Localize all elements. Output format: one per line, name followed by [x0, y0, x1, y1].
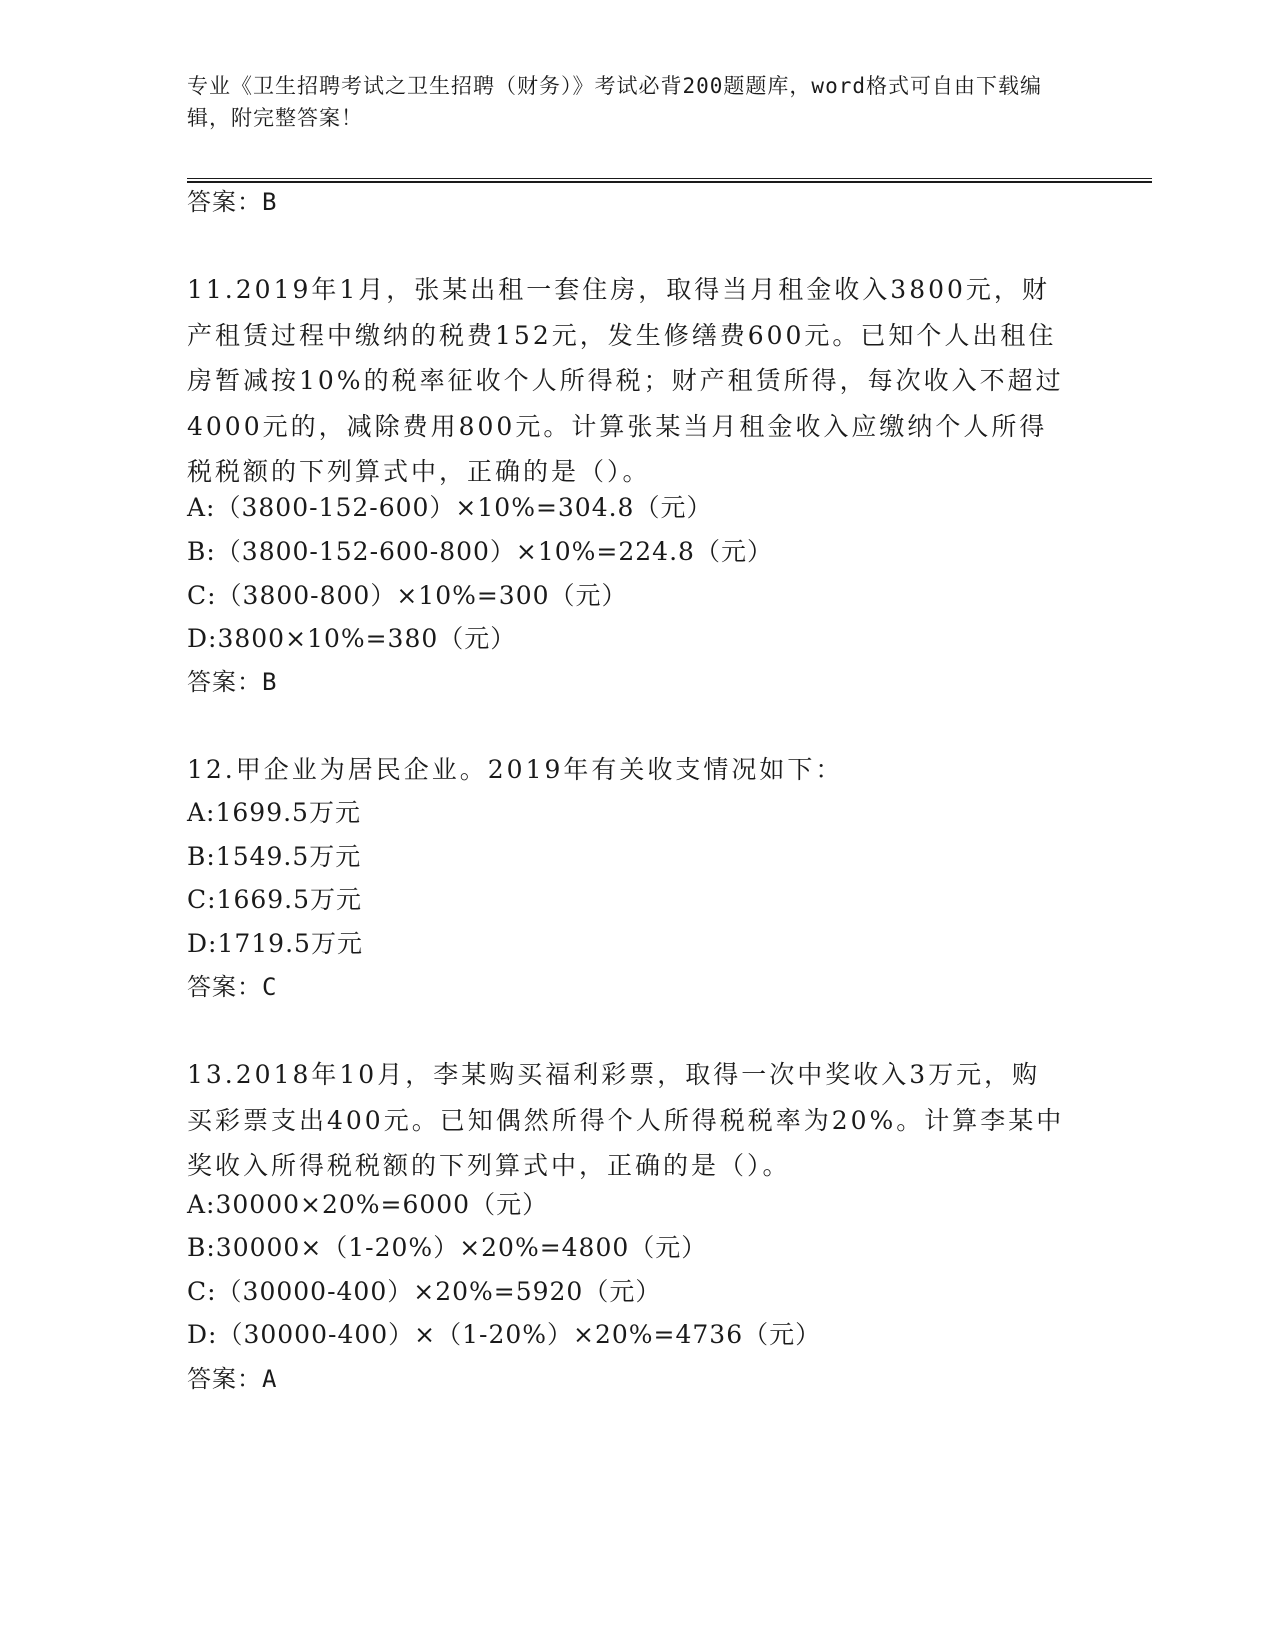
- question-13-option-b: B:30000×（1-20%）×20%=4800（元）: [187, 1233, 708, 1262]
- question-11-option-d: D:3800×10%=380（元）: [187, 624, 517, 653]
- header-divider-thin: [187, 178, 1152, 179]
- question-12-option-d: D:1719.5万元: [187, 929, 363, 958]
- question-12-answer: 答案：C: [187, 973, 278, 1001]
- question-12-option-c: C:1669.5万元: [187, 885, 363, 914]
- question-12-option-a: A:1699.5万元: [187, 798, 361, 827]
- question-11-option-b: B:（3800-152-600-800）×10%=224.8（元）: [187, 537, 773, 566]
- question-13-option-c: C:（30000-400）×20%=5920（元）: [187, 1277, 662, 1306]
- question-13-option-d: D:（30000-400）×（1-20%）×20%=4736（元）: [187, 1320, 822, 1349]
- question-11-option-a: A:（3800-152-600）×10%=304.8（元）: [187, 493, 713, 522]
- question-12-option-b: B:1549.5万元: [187, 842, 362, 871]
- question-11-option-c: C:（3800-800）×10%=300（元）: [187, 581, 628, 610]
- question-13-answer: 答案：A: [187, 1365, 278, 1393]
- previous-question-answer: 答案：B: [187, 188, 278, 216]
- question-11-stem: 11.2019年1月，张某出租一套住房，取得当月租金收入3800元，财产租赁过程中缴纳的税费152元，发生修缮费600元。已知个人出租住房暂减按10%的税率征收个人所得税；财产租赁所得，每次收入不超过4000元的，减除费用800元。计算张某当月租金收入应缴纳个人所得税税额的下列算式中，正确的是（）。: [187, 275, 1064, 486]
- question-13-stem: 13.2018年10月，李某购买福利彩票，取得一次中奖收入3万元，购买彩票支出400元。已知偶然所得个人所得税税率为20%。计算李某中奖收入所得税税额的下列算式中，正确的是（）。: [187, 1060, 1065, 1180]
- question-12-stem: 12.甲企业为居民企业。2019年有关收支情况如下：: [187, 755, 844, 784]
- document-header: 专业《卫生招聘考试之卫生招聘（财务）》考试必背200题题库，word格式可自由下载编辑，附完整答案！: [187, 74, 1042, 130]
- header-divider-thick: [187, 181, 1152, 183]
- question-13-option-a: A:30000×20%=6000（元）: [187, 1190, 549, 1219]
- question-11-answer: 答案：B: [187, 668, 278, 696]
